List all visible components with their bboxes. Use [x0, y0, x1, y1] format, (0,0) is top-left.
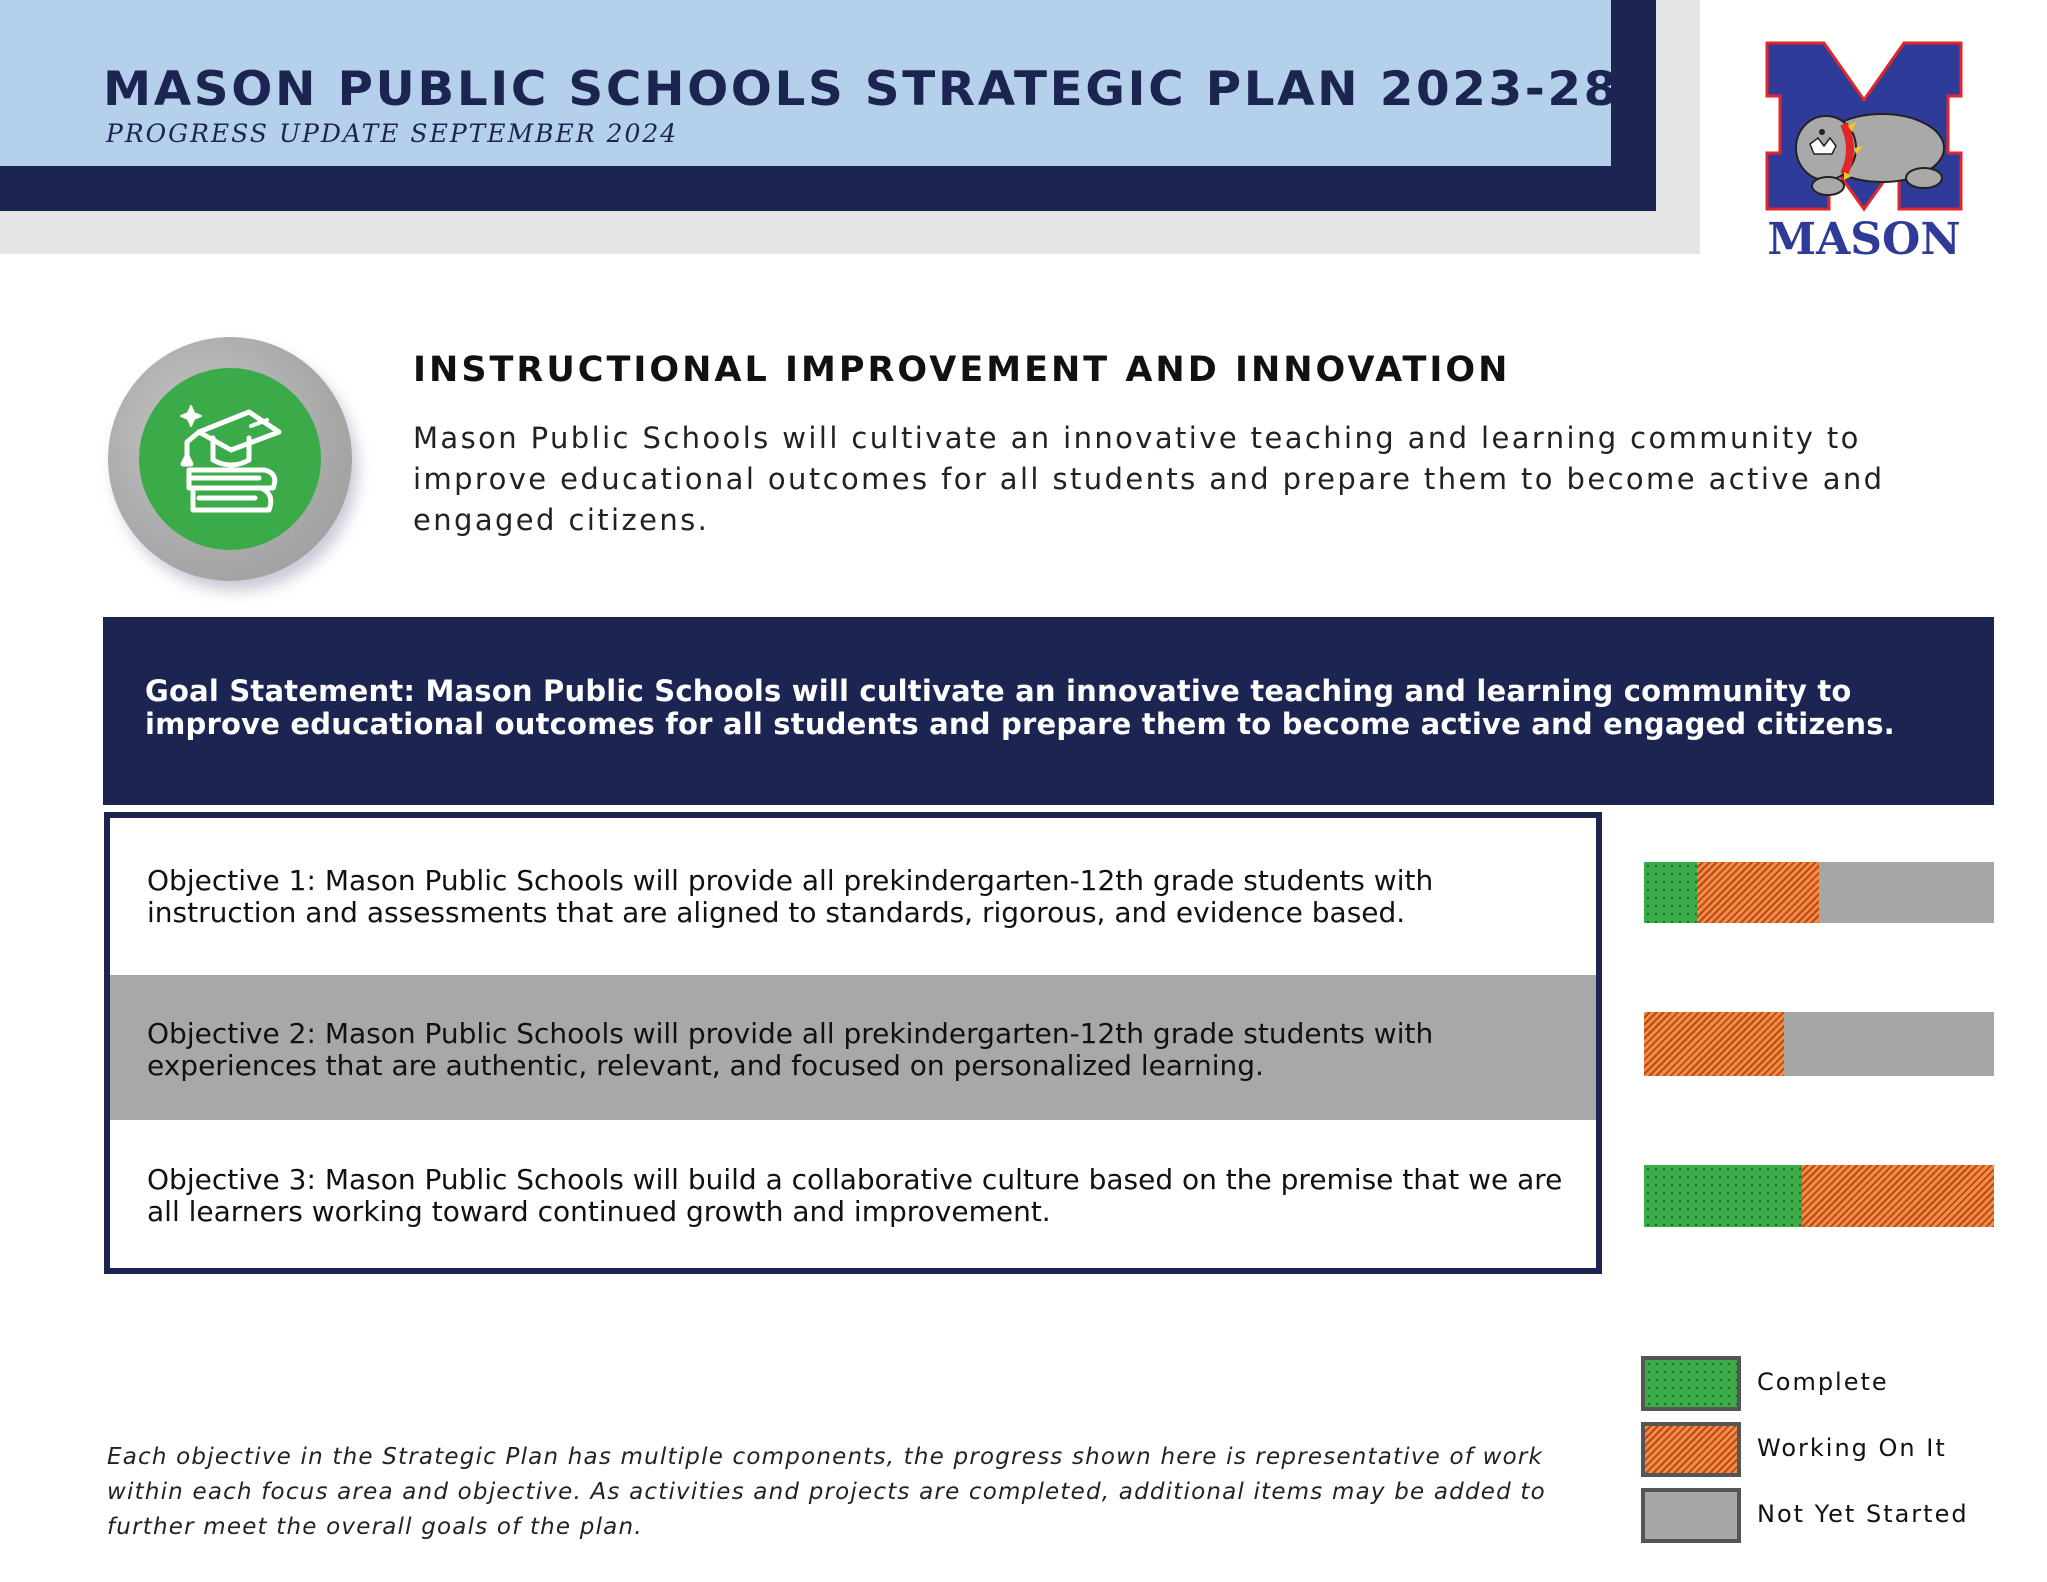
legend-item-working [1641, 1422, 2001, 1478]
progress-segment-working [1644, 1012, 1784, 1076]
section-icon-circle [139, 368, 321, 550]
progress-segment-complete [1644, 862, 1697, 923]
section-description: Mason Public Schools will cultivate an innovative teaching and learning community to improve educational outcomes for all students and prepare them to become active and engaged citizens. [413, 421, 1885, 537]
objective-row [110, 975, 1596, 1120]
progress-bar-objective-3 [1644, 1165, 1994, 1227]
section-title: INSTRUCTIONAL IMPROVEMENT AND INNOVATION [413, 350, 1511, 390]
legend-label: Complete [1757, 1368, 1889, 1396]
progress-segment-working [1802, 1165, 1995, 1227]
legend-label: Working On It [1757, 1434, 1947, 1462]
objective-text: Objective 1: Mason Public Schools will provide all prekindergarten-12th grade students with instruction and assessments that are aligned to standards, rigorous, and evidence based. [147, 864, 1434, 929]
legend-item-not-started [1641, 1488, 2001, 1544]
legend-label: Not Yet Started [1757, 1500, 1969, 1528]
progress-bar-objective-2 [1644, 1012, 1994, 1076]
objective-text: Objective 3: Mason Public Schools will build a collaborative culture based on the premise that we are all learners working toward continued growth and improvement. [147, 1163, 1563, 1228]
legend-swatch-not-started [1641, 1488, 1741, 1543]
objective-text: Objective 2: Mason Public Schools will provide all prekindergarten-12th grade students with experiences that are authentic, relevant, and focused on personalized learning. [147, 1017, 1434, 1082]
progress-segment-working [1697, 862, 1820, 923]
bulldog-m-logo-icon [1764, 40, 1964, 262]
objective-row [110, 1120, 1596, 1268]
legend-item-complete [1641, 1356, 2001, 1412]
svg-text:MASON: MASON [1767, 214, 1961, 262]
graduation-cap-books-icon [169, 398, 291, 520]
objective-row [110, 818, 1596, 975]
header-banner [0, 0, 1620, 166]
goal-statement-banner [103, 617, 1994, 805]
legend-swatch-complete [1641, 1356, 1741, 1411]
section-icon-badge [108, 337, 352, 581]
progress-segment-not-started [1784, 1012, 1994, 1076]
objectives-table [104, 812, 1602, 1274]
page-title: MASON PUBLIC SCHOOLS STRATEGIC PLAN 2023-28 [103, 62, 1620, 117]
progress-segment-not-started [1819, 862, 1994, 923]
footnote: Each objective in the Strategic Plan has multiple components, the progress shown here is representative of work within each focus area and objective. As activities and projects are completed, additional items may be added to further meet the overall goals of the plan. [107, 1444, 1546, 1540]
mason-logo [1764, 40, 1964, 262]
page-subtitle: PROGRESS UPDATE SEPTEMBER 2024 [106, 119, 679, 148]
progress-segment-complete [1644, 1165, 1802, 1227]
goal-statement-text: Goal Statement: Mason Public Schools will cultivate an innovative teaching and learning community to improve educational outcomes for all students and prepare them to become active and engaged citizens. [145, 674, 1895, 741]
progress-bar-objective-1 [1644, 862, 1994, 923]
legend-swatch-working [1641, 1422, 1741, 1477]
